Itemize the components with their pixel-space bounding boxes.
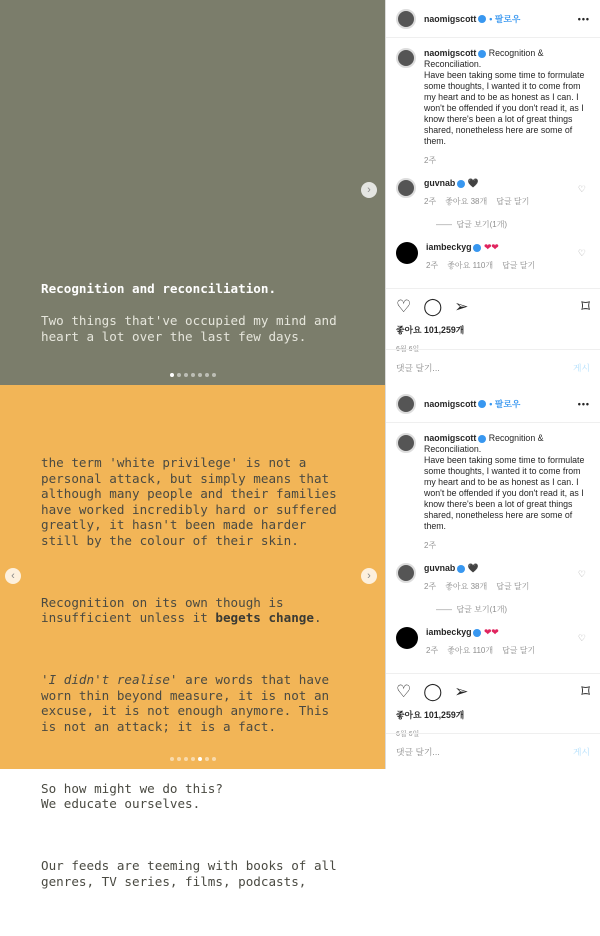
post-comment-button[interactable]: 게시 bbox=[573, 747, 590, 757]
share-icon[interactable]: ➢ bbox=[454, 682, 469, 701]
username-link[interactable]: naomigscott bbox=[424, 48, 477, 58]
comments-list[interactable] bbox=[386, 423, 600, 673]
verified-icon bbox=[457, 565, 465, 573]
slide-body: Two things that've occupied my mind and heart a lot over the last few days. bbox=[41, 313, 337, 344]
post-image-carousel bbox=[0, 0, 386, 385]
verified-icon bbox=[478, 15, 486, 23]
username-link[interactable]: guvnab bbox=[424, 563, 456, 573]
caption bbox=[396, 48, 590, 166]
comment-text: 🖤 bbox=[467, 563, 479, 573]
reply-button[interactable]: 답글 달기 bbox=[496, 197, 530, 206]
paragraph: Our feeds are teeming with books of all genres, TV series, films, podcasts, bbox=[41, 858, 337, 889]
slide-title: Recognition and reconciliation. bbox=[41, 281, 277, 296]
reply-button[interactable]: 답글 달기 bbox=[502, 261, 536, 270]
avatar[interactable] bbox=[396, 178, 416, 198]
post-date: 6월 6일 bbox=[396, 731, 420, 738]
next-slide-button[interactable]: › bbox=[361, 568, 377, 584]
heart-icon[interactable]: ♡ bbox=[577, 633, 586, 643]
comment-likes[interactable]: 좋아요 38개 bbox=[445, 197, 488, 206]
comment bbox=[396, 178, 590, 207]
comment-input[interactable]: 댓글 달기... bbox=[396, 747, 440, 757]
avatar[interactable] bbox=[396, 433, 416, 453]
verified-icon bbox=[478, 50, 486, 58]
follow-button[interactable]: • 팔로우 bbox=[489, 14, 521, 24]
username-link[interactable]: naomigscott bbox=[424, 398, 477, 409]
comment bbox=[396, 242, 590, 271]
add-comment-bar bbox=[386, 733, 600, 769]
paragraph: the term 'white privilege' is not a personal attack, but simply means that although many people and their families have worked incredibly hard or suffered greatly, it hasn't been made harder still by the colour of their skin. bbox=[41, 455, 337, 548]
comments-list[interactable] bbox=[386, 38, 600, 288]
verified-icon bbox=[478, 435, 486, 443]
follow-button[interactable]: • 팔로우 bbox=[489, 399, 521, 409]
comment-icon[interactable]: ◯ bbox=[423, 297, 443, 316]
heart-icon[interactable]: ♡ bbox=[577, 248, 586, 258]
avatar[interactable] bbox=[396, 394, 416, 414]
comment-input[interactable]: 댓글 달기... bbox=[396, 363, 440, 373]
comment bbox=[396, 627, 590, 656]
comment-text: ❤❤ bbox=[483, 627, 499, 637]
bookmark-icon[interactable]: ⌑ bbox=[581, 297, 590, 316]
carousel-dots bbox=[0, 373, 385, 377]
carousel-dots bbox=[0, 757, 385, 761]
verified-icon bbox=[457, 180, 465, 188]
next-slide-button[interactable]: › bbox=[361, 182, 377, 198]
caption-time: 2주 bbox=[424, 541, 437, 550]
comment bbox=[396, 563, 590, 592]
comment-time: 2주 bbox=[424, 197, 437, 206]
paragraph: Recognition on its own though is insufficient unless it begets change. bbox=[41, 594, 322, 625]
slide-text bbox=[41, 424, 337, 936]
add-comment-bar bbox=[386, 349, 600, 385]
post-panel-1 bbox=[0, 0, 600, 385]
reply-button[interactable]: 답글 달기 bbox=[502, 646, 536, 655]
more-options-icon[interactable]: ••• bbox=[577, 398, 590, 409]
comment-time: 2주 bbox=[424, 582, 437, 591]
more-options-icon[interactable]: ••• bbox=[577, 13, 590, 24]
avatar[interactable] bbox=[396, 242, 418, 264]
prev-slide-button[interactable]: ‹ bbox=[5, 568, 21, 584]
comment-text: ❤❤ bbox=[483, 242, 499, 252]
comment-likes[interactable]: 좋아요 110개 bbox=[447, 646, 494, 655]
username-link[interactable]: naomigscott bbox=[424, 13, 477, 24]
username-link[interactable]: iambeckyg bbox=[426, 627, 472, 637]
bookmark-icon[interactable]: ⌑ bbox=[581, 682, 590, 701]
caption-text: Recognition & Reconciliation. Have been taking some time to formulate some thoughts, I wanted it to come from my heart and to be as honest as I can. I won't be offended if you don't read it, as I know there's been a lot of great things shared, nonetheless here are some of them. bbox=[424, 48, 585, 146]
username-link[interactable]: naomigscott bbox=[424, 433, 477, 443]
like-heart-icon[interactable]: ♡ bbox=[396, 682, 412, 701]
verified-icon bbox=[473, 629, 481, 637]
share-icon[interactable]: ➢ bbox=[454, 297, 469, 316]
post-comment-button[interactable]: 게시 bbox=[573, 363, 590, 373]
avatar[interactable] bbox=[396, 627, 418, 649]
comment-icon[interactable]: ◯ bbox=[423, 682, 443, 701]
comment-time: 2주 bbox=[426, 261, 439, 270]
verified-icon bbox=[478, 400, 486, 408]
like-count[interactable]: 좋아요 101,259개 bbox=[396, 325, 465, 335]
like-count[interactable]: 좋아요 101,259개 bbox=[396, 710, 465, 720]
avatar[interactable] bbox=[396, 563, 416, 583]
post-date: 6월 6일 bbox=[396, 346, 420, 353]
paragraph: So how might we do this? We educate ourselves. bbox=[41, 780, 223, 811]
caption-time: 2주 bbox=[424, 156, 437, 165]
like-heart-icon[interactable]: ♡ bbox=[396, 297, 412, 316]
paragraph: 'I didn't realise' are words that have worn thin beyond measure, it is not an excuse, it is not enough anymore. This is not an attack; it is a fact. bbox=[41, 672, 330, 734]
comment-time: 2주 bbox=[426, 646, 439, 655]
caption bbox=[396, 433, 590, 551]
caption-text: Recognition & Reconciliation. Have been taking some time to formulate some thoughts, I wanted it to come from my heart and to be as honest as I can. I won't be offended if you don't read it, as I know there's been a lot of great things shared, nonetheless here are some of them. bbox=[424, 433, 585, 531]
username-link[interactable]: guvnab bbox=[424, 178, 456, 188]
avatar[interactable] bbox=[396, 9, 416, 29]
verified-icon bbox=[473, 244, 481, 252]
post-sidebar bbox=[386, 385, 600, 769]
comment-likes[interactable]: 좋아요 110개 bbox=[447, 261, 494, 270]
username-link[interactable]: iambeckyg bbox=[426, 242, 472, 252]
reply-button[interactable]: 답글 달기 bbox=[496, 582, 530, 591]
post-header bbox=[386, 385, 600, 423]
post-header bbox=[386, 0, 600, 38]
post-image-carousel bbox=[0, 385, 386, 889]
view-replies-button[interactable]: —— 답글 보기(1개) bbox=[436, 605, 508, 614]
heart-icon[interactable]: ♡ bbox=[577, 569, 586, 579]
heart-icon[interactable]: ♡ bbox=[577, 184, 586, 194]
comment-text: 🖤 bbox=[467, 178, 479, 188]
view-replies-button[interactable]: —— 답글 보기(1개) bbox=[436, 220, 508, 229]
post-panel-2 bbox=[0, 385, 600, 889]
post-sidebar bbox=[386, 0, 600, 385]
avatar[interactable] bbox=[396, 48, 416, 68]
comment-likes[interactable]: 좋아요 38개 bbox=[445, 582, 488, 591]
